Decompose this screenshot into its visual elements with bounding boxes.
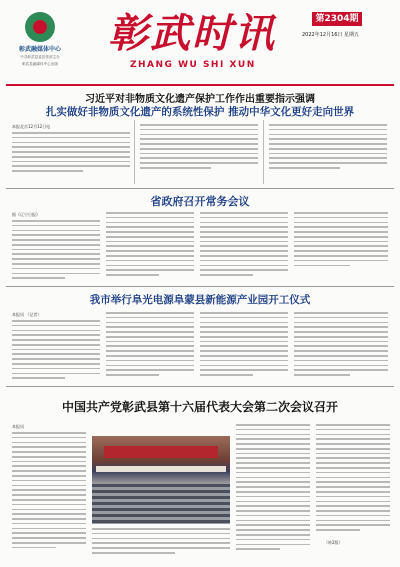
photo-stage <box>96 466 226 472</box>
byline-1: 本报北京12月12日电 <box>12 124 51 129</box>
newspaper-title: 彰武时讯 <box>108 10 276 57</box>
article-3-col-1 <box>12 320 100 382</box>
masthead-rule <box>6 84 394 86</box>
byline-3: 本报讯 （记者） <box>12 312 42 317</box>
section-rule <box>6 286 394 287</box>
issue-date: 2022年12月16日 星期五 <box>302 32 360 38</box>
logo-sub-2: 彰武县融媒体中心出版 <box>22 62 58 66</box>
article-1-col-2 <box>140 124 258 172</box>
logo-sub-1: 中共彰武县委宣传部主办 <box>20 55 60 59</box>
article-3-col-3 <box>200 312 288 379</box>
article-4-col-4 <box>316 424 390 534</box>
headline-main-3: 我市举行阜光电源阜蒙县新能源产业园开工仪式 <box>89 294 311 306</box>
article-2-col-4 <box>294 212 388 269</box>
continued-note: （转2版） <box>324 540 343 545</box>
column-divider <box>134 120 135 184</box>
logo <box>6 12 74 78</box>
headline-main-1: 扎实做好非物质文化遗产的系统性保护 推动中华文化更好走向世界 <box>45 106 355 118</box>
article-4-col-1 <box>12 432 86 552</box>
section-rule <box>6 386 394 387</box>
headline-kicker-1: 习近平对非物质文化遗产保护工作作出重要指示强调 <box>85 94 315 105</box>
masthead <box>0 0 400 82</box>
byline-2: 据《辽宁日报》 <box>12 212 40 217</box>
section-rule <box>6 188 394 189</box>
issue-number: 第2304期 <box>312 12 362 26</box>
article-3-col-4 <box>294 312 388 379</box>
article-4-col-3 <box>236 424 310 553</box>
logo-emblem-icon <box>25 12 55 42</box>
article-2-col-2 <box>106 212 194 279</box>
article-4-under-photo <box>92 528 230 557</box>
photo-banner <box>104 446 218 458</box>
newspaper-title-en: ZHANG WU SHI XUN <box>130 60 256 70</box>
meeting-photo <box>92 436 230 524</box>
article-3-col-2 <box>106 312 194 379</box>
headline-main-2: 省政府召开常务会议 <box>150 195 250 208</box>
logo-title: 彰武融媒体中心 <box>18 46 61 53</box>
article-1-col-3 <box>269 124 387 172</box>
photo-audience <box>92 484 230 524</box>
headline-main-4: 中国共产党彰武县第十六届代表大会第二次会议召开 <box>61 400 338 414</box>
article-2-col-3 <box>200 212 288 279</box>
article-1-col-1 <box>12 132 130 175</box>
article-2-col-1 <box>12 220 100 282</box>
column-divider <box>263 120 264 184</box>
byline-4: 本报讯 <box>12 424 24 429</box>
